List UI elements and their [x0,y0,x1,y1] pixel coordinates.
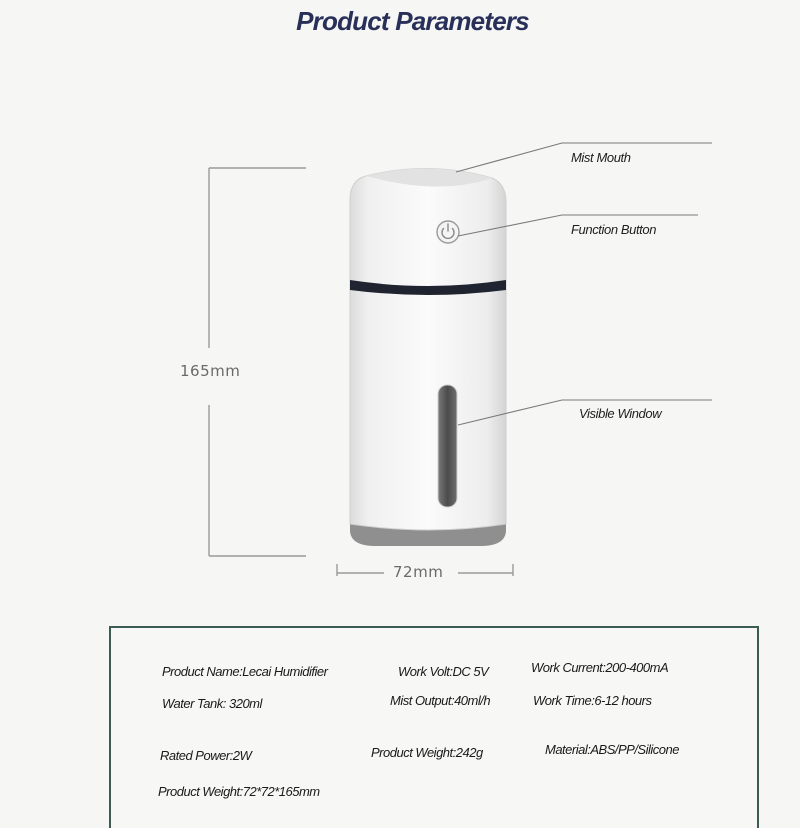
spec-product-size: Product Weight:72*72*165mm [158,784,320,799]
height-dimension-label: 165mm [180,362,241,380]
spec-material: Material:ABS/PP/Silicone [545,742,679,757]
spec-mist-output: Mist Output:40ml/h [390,693,491,708]
spec-rated-power: Rated Power:2W [160,748,252,763]
spec-water-tank: Water Tank: 320ml [162,696,262,711]
width-dimension-label: 72mm [393,563,444,581]
spec-work-current: Work Current:200-400mA [531,660,669,675]
power-icon[interactable] [437,221,459,243]
visible-window-label: Visible Window [579,406,662,421]
visible-window [438,385,457,507]
spec-work-time: Work Time:6-12 hours [533,693,652,708]
spec-work-volt: Work Volt:DC 5V [398,664,489,679]
humidifier-device [350,168,506,546]
page-title: Product Parameters [296,6,529,36]
mist-mouth-label: Mist Mouth [571,150,631,165]
function-button-label: Function Button [571,222,657,237]
spec-product-weight: Product Weight:242g [371,745,483,760]
device-body [350,168,506,530]
spec-product-name: Product Name:Lecai Humidifier [162,664,328,679]
